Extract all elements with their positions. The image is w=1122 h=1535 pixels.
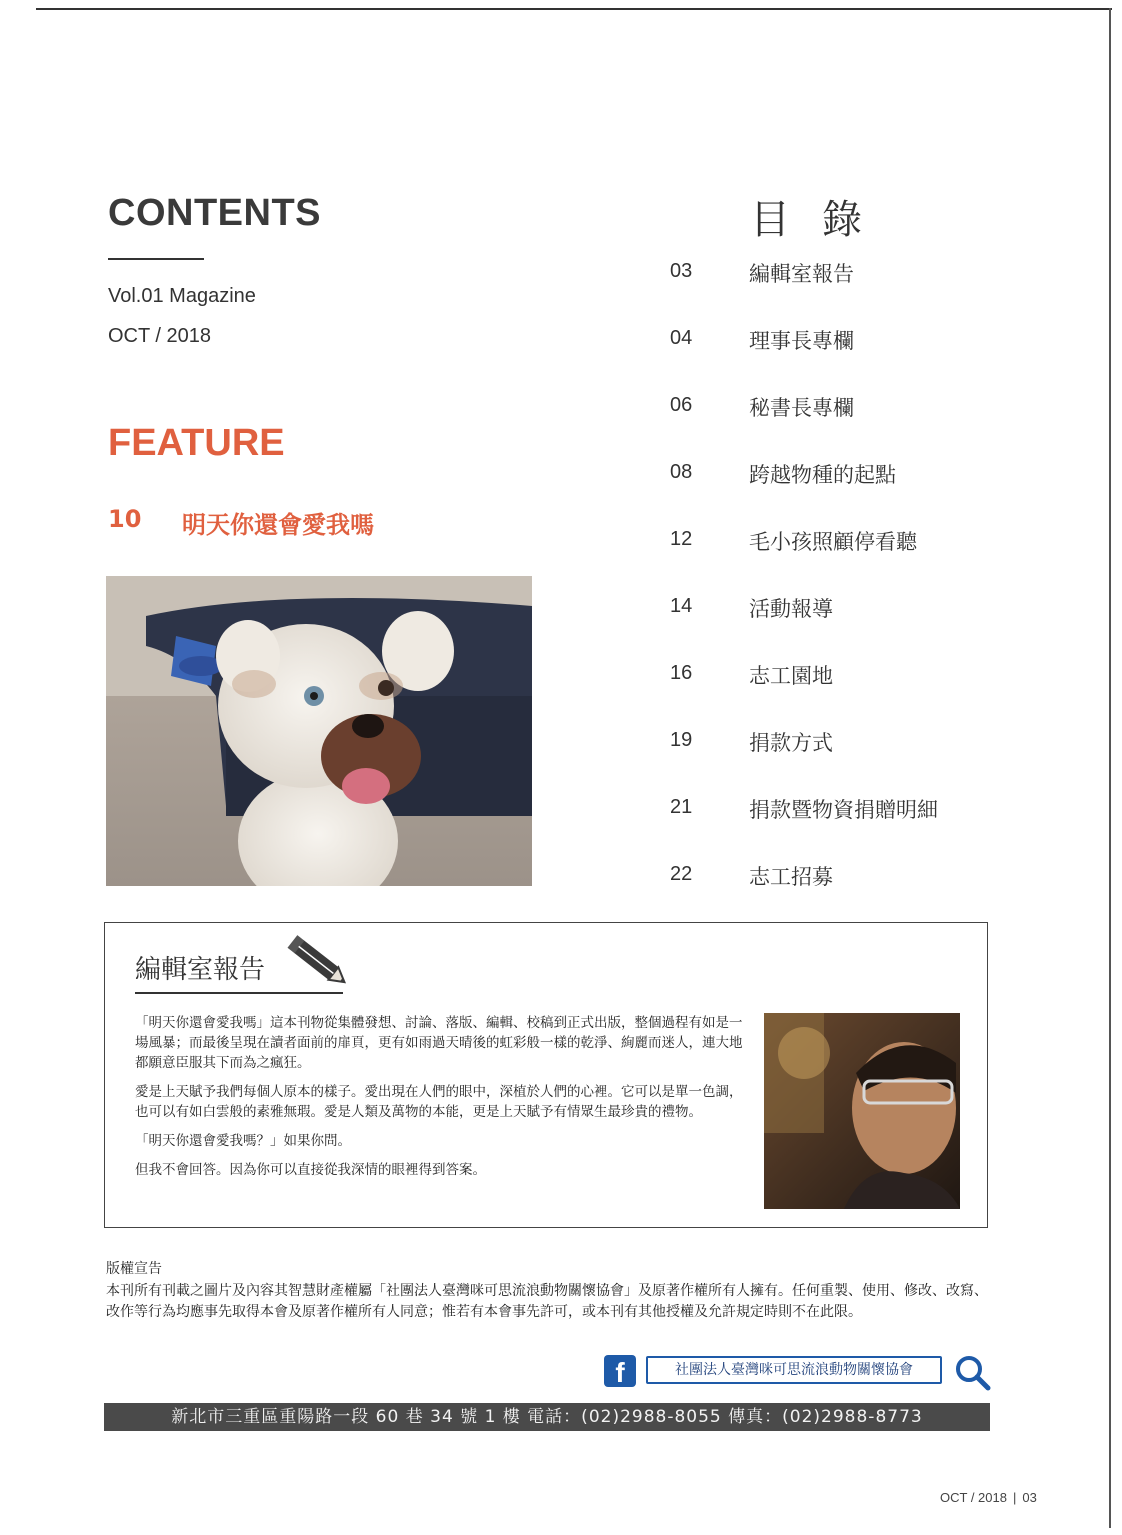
footer-date: OCT / 2018 [940, 1490, 1007, 1505]
copyright-text: 本刊所有刊載之圖片及內容其智慧財產權屬「社團法人臺灣咪可思流浪動物關懷協會」及原著作權所有人擁有。任何重製、使用、修改、改寫、改作等行為均應事先取得本會及原著作權所有人同意；惟若有本會事先許可，或本刊有其他授權及允許規定時則不在此限。 [106, 1283, 988, 1320]
feature-heading: FEATURE [108, 422, 285, 464]
toc-item[interactable] [670, 774, 1090, 841]
editor-paragraph: 但我不會回答。因為你可以直接從我深情的眼裡得到答案。 [135, 1162, 486, 1178]
toc-item[interactable] [670, 640, 1090, 707]
feature-title: 明天你還會愛我嗎 [182, 511, 374, 539]
toc-title: 捐款方式 [749, 731, 833, 755]
editor-report-body [135, 1013, 745, 1189]
toc-item[interactable] [670, 573, 1090, 640]
editor-report-title: 編輯室報告 [135, 955, 266, 985]
toc-title: 活動報導 [749, 597, 833, 621]
toc-item[interactable] [670, 841, 1090, 908]
toc-title: 秘書長專欄 [749, 396, 854, 420]
toc-title: 理事長專欄 [749, 329, 854, 353]
toc-page-number: 22 [670, 863, 693, 885]
toc-title: 志工招募 [749, 865, 833, 889]
editor-report-underline [135, 992, 343, 994]
right-rule [1109, 8, 1111, 1528]
toc-item[interactable] [670, 707, 1090, 774]
volume-label: Vol.01 Magazine [108, 285, 256, 307]
issue-date: OCT / 2018 [108, 325, 212, 347]
toc-item[interactable] [670, 238, 1090, 305]
toc-title: 志工園地 [749, 664, 833, 688]
toc-title: 捐款暨物資捐贈明細 [749, 798, 938, 822]
editor-portrait-photo [764, 1013, 960, 1209]
toc-page-number: 14 [670, 595, 693, 617]
editor-paragraph: 「明天你還會愛我嗎？」如果你問。 [135, 1133, 351, 1149]
toc-page-number: 16 [670, 662, 693, 684]
toc-page-number: 06 [670, 394, 693, 416]
editor-report-box [104, 922, 988, 1228]
footer-separator: | [1012, 1490, 1017, 1505]
facebook-icon: f [604, 1355, 636, 1387]
dog-photo [106, 576, 532, 886]
facebook-link[interactable] [604, 1354, 994, 1390]
feature-page-number: 10 [108, 505, 142, 533]
toc-item[interactable] [670, 305, 1090, 372]
footer-page-number: 03 [1022, 1490, 1037, 1505]
pencil-icon [285, 933, 355, 993]
toc-title: 編輯室報告 [749, 262, 854, 286]
editor-paragraph: 愛是上天賦予我們每個人原本的樣子。愛出現在人們的眼中，深植於人們的心裡。它可以是單一色調，也可以有如白雲般的素雅無瑕。愛是人類及萬物的本能，更是上天賦予有情眾生最珍貴的禮物。 [135, 1084, 743, 1120]
toc-page-number: 03 [670, 260, 693, 282]
toc-item[interactable] [670, 372, 1090, 439]
search-icon [954, 1354, 992, 1392]
toc-page-number: 08 [670, 461, 693, 483]
toc-title: 毛小孩照顧停看聽 [749, 530, 917, 554]
toc-item[interactable] [670, 439, 1090, 506]
toc-item[interactable] [670, 506, 1090, 573]
contents-underline [108, 258, 204, 260]
contents-title: CONTENTS [108, 192, 321, 234]
page-footer [940, 1490, 1037, 1505]
toc-page-number: 04 [670, 327, 693, 349]
chinese-contents-title: 目錄 [750, 197, 894, 243]
toc-page-number: 21 [670, 796, 693, 818]
toc-page-number: 12 [670, 528, 693, 550]
toc-title: 跨越物種的起點 [749, 463, 896, 487]
facebook-page-name: 社團法人臺灣咪可思流浪動物關懷協會 [646, 1356, 942, 1384]
table-of-contents [670, 238, 1090, 908]
address-bar: 新北市三重區重陽路一段 60 巷 34 號 1 樓 電話：(02)2988-8055 傳真：(02)2988-8773 [104, 1403, 990, 1431]
top-rule [36, 8, 1112, 10]
copyright-title: 版權宣告 [106, 1261, 162, 1277]
editor-paragraph: 「明天你還會愛我嗎」這本刊物從集體發想、討論、落版、編輯、校稿到正式出版，整個過程有如是一場風暴；而最後呈現在讀者面前的扉頁，更有如雨過天晴後的虹彩般一樣的乾淨、絢麗而迷人，連大地都願意臣服其下而為之瘋狂。 [135, 1015, 743, 1071]
toc-page-number: 19 [670, 729, 693, 751]
